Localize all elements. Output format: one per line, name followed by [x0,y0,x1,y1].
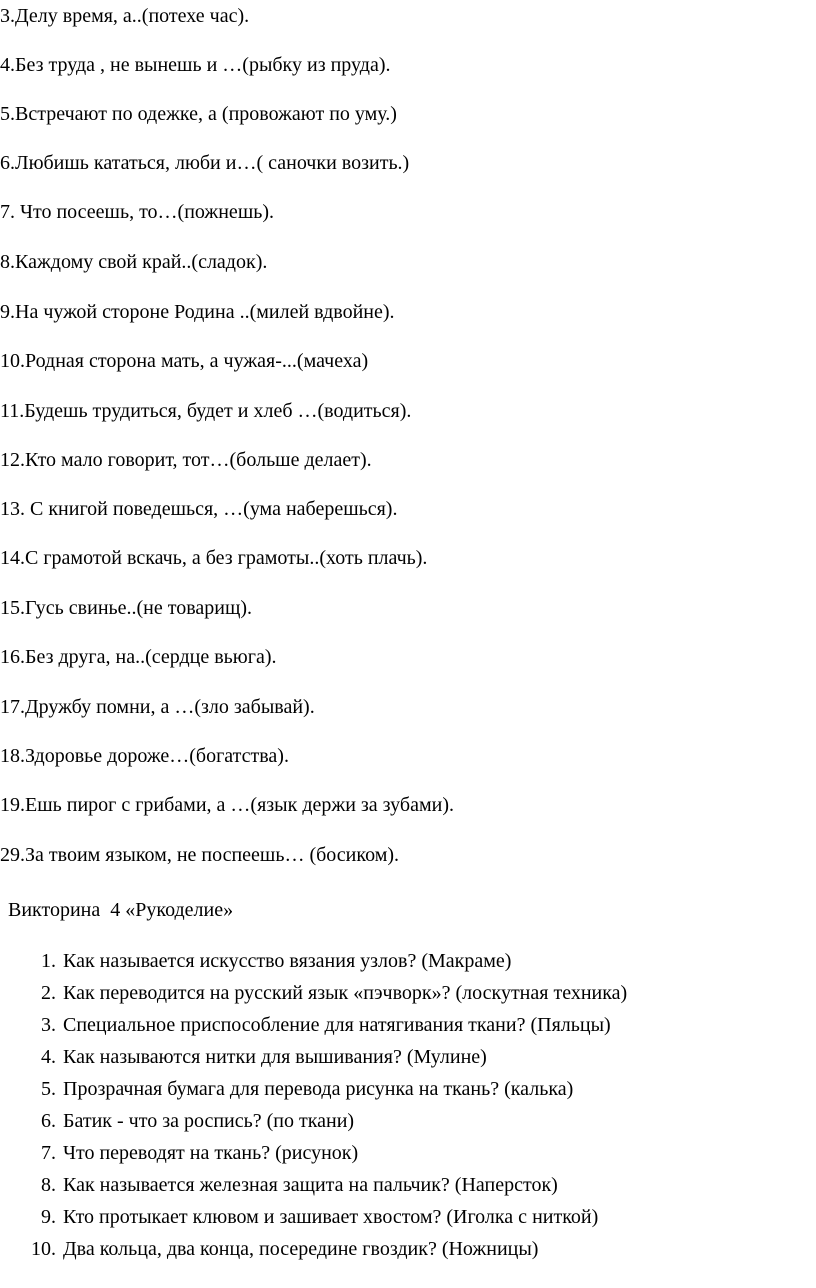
proverb-line: 12.Кто мало говорит, тот…(больше делает). [0,449,372,471]
proverb-line: 29.За твоим языком, не поспеешь… (босиком). [0,844,400,866]
proverb-line: 13. С книгой поведешься, …(ума наберешься). [0,498,398,520]
question-text: Прозрачная бумага для перевода рисунка на ткань? (калька) [63,1078,574,1100]
question-number: 6. [41,1110,56,1132]
proverb-line: 8.Каждому свой край..(сладок). [0,251,268,273]
proverb-line: 6.Любишь кататься, люби и…( саночки возить.) [0,152,410,174]
proverb-line: 15.Гусь свинье..(не товарищ). [0,597,253,619]
question-number: 10. [31,1238,56,1260]
question-number: 9. [41,1206,56,1228]
question-number: 5. [41,1078,56,1100]
question-text: Что переводят на ткань? (рисунок) [63,1142,359,1164]
question-number: 8. [41,1174,56,1196]
question-text: Батик - что за роспись? (по ткани) [63,1110,355,1132]
question-number: 1. [41,950,56,972]
question-text: Как называется искусство вязания узлов? (Макраме) [63,950,512,972]
question-text: Кто протыкает клювом и зашивает хвостом? (Иголка с ниткой) [63,1206,599,1228]
question-number: 4. [41,1046,56,1068]
proverb-line: 7. Что посеешь, то…(пожнешь). [0,201,274,223]
question-text: Как переводится на русский язык «пэчворк»? (лоскутная техника) [63,982,628,1004]
proverb-line: 4.Без труда , не вынешь и …(рыбку из пруда). [0,54,391,76]
question-text: Как называется железная защита на пальчик? (Наперсток) [63,1174,558,1196]
question-text: Как называются нитки для вышивания? (Мулине) [63,1046,487,1068]
proverb-line: 3.Делу время, а..(потехе час). [0,5,250,27]
proverb-line: 5.Встречают по одежке, а (провожают по уму.) [0,103,397,125]
proverb-line: 11.Будешь трудиться, будет и хлеб …(водиться). [0,400,412,422]
question-text: Два кольца, два конца, посередине гвоздик? (Ножницы) [63,1238,539,1260]
question-number: 2. [41,982,56,1004]
proverb-line: 14.С грамотой вскачь, а без грамоты..(хоть плачь). [0,547,428,569]
proverb-line: 16.Без друга, на..(сердце вьюга). [0,646,277,668]
proverb-line: 19.Ешь пирог с грибами, а …(язык держи за зубами). [0,794,454,816]
proverb-line: 9.На чужой стороне Родина ..(милей вдвойне). [0,301,395,323]
proverb-line: 10.Родная сторона мать, а чужая-...(мачеха) [0,350,369,372]
question-number: 7. [41,1142,56,1164]
proverb-line: 18.Здоровье дороже…(богатства). [0,745,289,767]
proverb-line: 17.Дружбу помни, а …(зло забывай). [0,696,315,718]
question-number: 3. [41,1014,56,1036]
question-text: Специальное приспособление для натягивания ткани? (Пяльцы) [63,1014,611,1036]
quiz-title: Викторина 4 «Рукоделие» [8,899,234,921]
